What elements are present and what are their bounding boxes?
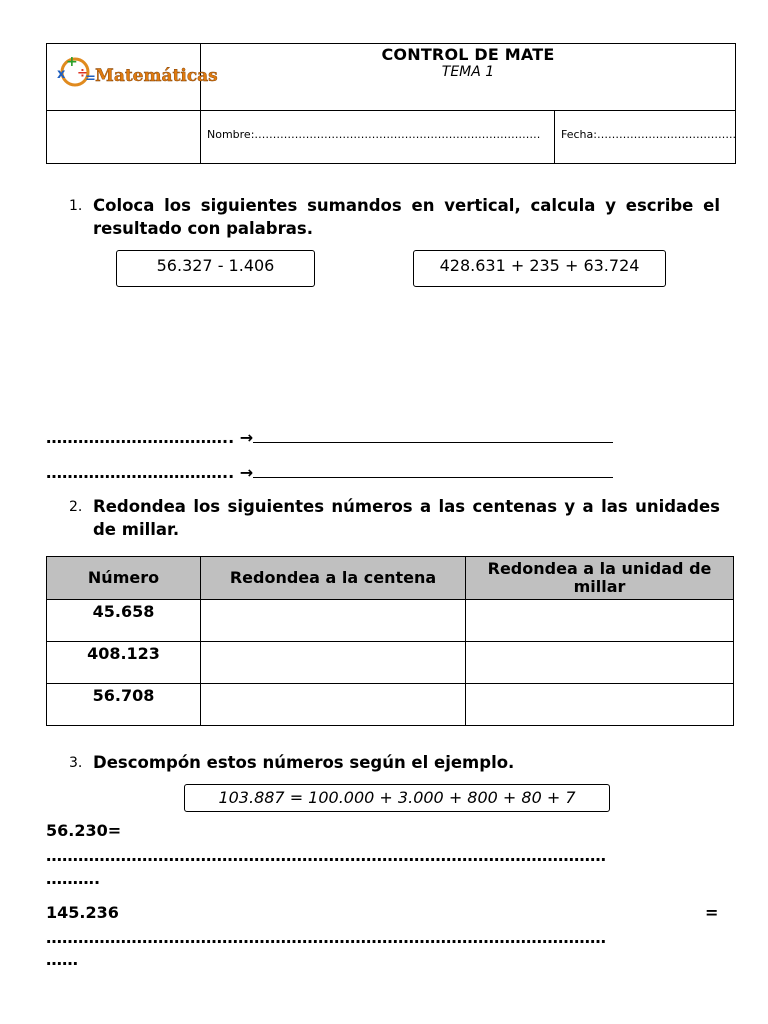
answer-line[interactable] <box>46 428 613 447</box>
answer-underline[interactable] <box>253 428 613 443</box>
answer-underline[interactable] <box>253 463 613 478</box>
operation-box: 56.327 - 1.406 <box>116 250 315 287</box>
number-cell: 56.708 <box>47 684 201 726</box>
svg-text:Matemáticas: Matemáticas <box>95 66 218 86</box>
question-2 <box>69 495 720 541</box>
column-header: Número <box>47 557 201 600</box>
question-number: 3. <box>69 755 83 771</box>
millar-answer-cell[interactable] <box>466 642 734 684</box>
centena-answer-cell[interactable] <box>201 642 466 684</box>
answer-line[interactable] <box>46 463 613 482</box>
answer-dots[interactable]: …………………………………………………………………………………………… <box>46 846 606 865</box>
svg-text:÷: ÷ <box>77 66 88 81</box>
number-cell: 408.123 <box>47 642 201 684</box>
arrow-icon: → <box>239 428 254 447</box>
rounding-table <box>46 556 734 726</box>
table-row <box>47 684 734 726</box>
number-label: 145.236 <box>46 903 119 922</box>
millar-answer-cell[interactable] <box>466 684 734 726</box>
answer-dots[interactable]: …… <box>46 950 78 969</box>
table-row <box>47 642 734 684</box>
answer-dots[interactable]: …………………………………………………………………………………………… <box>46 928 606 947</box>
question-number: 2. <box>69 499 83 515</box>
centena-answer-cell[interactable] <box>201 600 466 642</box>
number-label: 56.230= <box>46 821 122 840</box>
name-field[interactable]: Nombre:…………………………………………………………………… <box>207 128 541 141</box>
column-header: Redondea a la centena <box>201 557 466 600</box>
question-number: 1. <box>69 198 83 214</box>
svg-text:+: + <box>66 54 78 70</box>
question-3 <box>69 751 720 774</box>
question-text: Descompón estos números según el ejemplo. <box>93 753 515 772</box>
svg-text:=: = <box>85 71 96 86</box>
answer-dots[interactable]: ………. <box>46 869 101 888</box>
matematicas-logo <box>53 52 218 88</box>
date-field[interactable]: Fecha:……………………………….. <box>561 128 736 141</box>
question-text: Redondea los siguientes números a las centenas y a las unidades de millar. <box>93 497 720 539</box>
number-cell: 45.658 <box>47 600 201 642</box>
example-box: 103.887 = 100.000 + 3.000 + 800 + 80 + 7 <box>184 784 610 812</box>
answer-dots: …………………………….. <box>46 463 240 482</box>
column-header: Redondea a la unidad de millar <box>466 557 734 600</box>
header-divider <box>47 110 735 111</box>
equals-sign: = <box>705 903 719 922</box>
arrow-icon: → <box>239 463 254 482</box>
operation-box: 428.631 + 235 + 63.724 <box>413 250 666 287</box>
centena-answer-cell[interactable] <box>201 684 466 726</box>
table-header-row <box>47 557 734 600</box>
svg-text:x: x <box>57 67 66 82</box>
header-divider <box>554 110 555 163</box>
table-row <box>47 600 734 642</box>
page-title: CONTROL DE MATE <box>381 45 555 64</box>
question-1 <box>69 194 720 240</box>
millar-answer-cell[interactable] <box>466 600 734 642</box>
header-table <box>46 43 736 164</box>
page-subtitle: TEMA 1 <box>441 64 495 80</box>
answer-dots: …………………………….. <box>46 428 240 447</box>
question-text: Coloca los siguientes sumandos en vertical, calcula y escribe el resultado con palabras. <box>93 196 720 238</box>
